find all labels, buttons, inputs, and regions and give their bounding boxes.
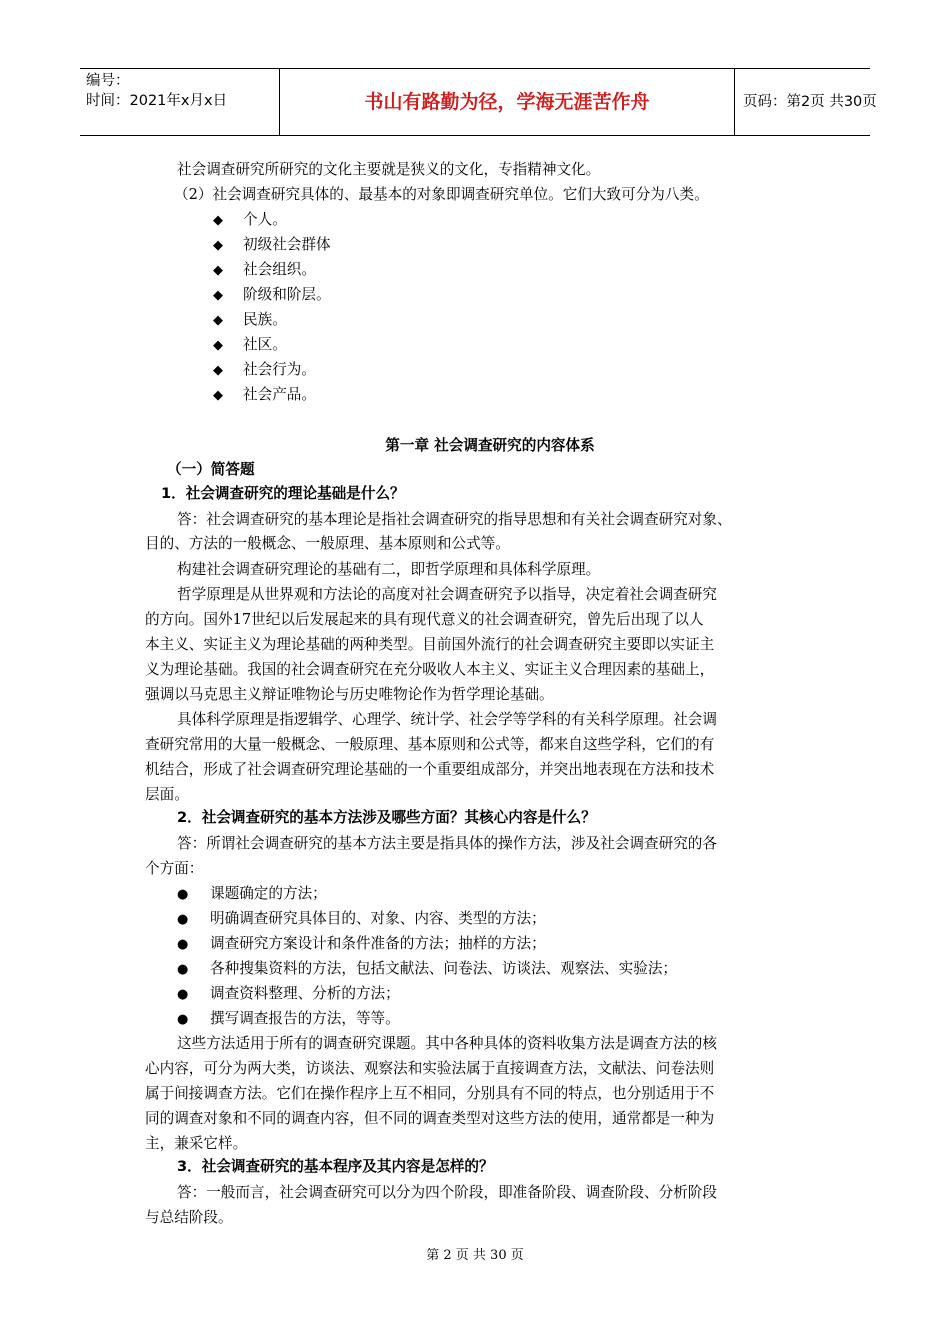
time-label: 时间：2021年x月x日 [86,93,228,109]
paragraph-line: 主，兼采它样。 [145,1135,248,1152]
round-bullet-icon: ● [177,887,189,902]
paragraph: 社会调查研究所研究的文化主要就是狭义的文化，专指精神文化。 [177,161,601,178]
paragraph-line: 机结合，形成了社会调查研究理论基础的一个重要组成部分，并突出地表现在方法和技术 [145,761,715,778]
paragraph-line: 义为理论基础。我国的社会调查研究在充分吸收人本主义、实证主义合理因素的基础上， [145,661,715,678]
list-item: ◆ 个人。 [213,208,287,233]
question-heading: 2．社会调查研究的基本方法涉及哪些方面？其核心内容是什么？ [177,809,596,826]
paragraph-line: 构建社会调查研究理论的基础有二，即哲学原理和具体科学原理。 [177,561,601,578]
paragraph-line: 的方向。国外17世纪以后发展起来的具有现代意义的社会调查研究，曾先后出现了以人 [145,611,704,628]
list-item: ● 调查研究方案设计和条件准备的方法；抽样的方法； [177,932,546,957]
round-bullet-icon: ● [177,962,189,977]
paragraph-line: 个方面： [145,860,204,877]
round-bullet-icon: ● [177,912,189,927]
diamond-bullet-icon: ◆ [213,338,223,353]
page-header [80,68,877,136]
paragraph-line: 属于间接调查方法。它们在操作程序上互不相同，分别具有不同的特点，也分别适用于不 [145,1085,715,1102]
list-item: ◆ 初级社会群体 [213,233,331,258]
paragraph-line: 本主义、实证主义为理论基础的两种类型。目前国外流行的社会调查研究主要即以实证主 [145,636,715,653]
diamond-bullet-icon: ◆ [213,288,223,303]
question-heading: 1．社会调查研究的理论基础是什么？ [161,485,405,502]
chapter-title: 第一章 社会调查研究的内容体系 [385,437,595,454]
paragraph-line: 心内容，可分为两大类，访谈法、观察法和实验法属于直接调查方法，文献法、问卷法则 [145,1060,715,1077]
paragraph-line: 哲学原理是从世界观和方法论的高度对社会调查研究予以指导，决定着社会调查研究 [177,586,717,603]
paragraph-line: 具体科学原理是指逻辑学、心理学、统计学、社会学等学科的有关科学原理。社会调 [177,711,717,728]
list-item: ◆ 社会产品。 [213,383,316,408]
list-item: ● 各种搜集资料的方法，包括文献法、问卷法、访谈法、观察法、实验法； [177,957,677,982]
diamond-bullet-icon: ◆ [213,263,223,278]
paragraph-line: 答：一般而言，社会调查研究可以分为四个阶段，即准备阶段、调查阶段、分析阶段 [177,1184,717,1201]
diamond-bullet-icon: ◆ [213,238,223,253]
list-item: ◆ 社会组织。 [213,258,316,283]
paragraph-line: 强调以马克思主义辩证唯物论与历史唯物论作为哲学理论基础。 [145,686,554,703]
list-item: ● 明确调查研究具体目的、对象、内容、类型的方法； [177,907,546,932]
diamond-bullet-icon: ◆ [213,363,223,378]
list-item: ◆ 阶级和阶层。 [213,283,331,308]
number-label: 编号： [86,73,130,89]
round-bullet-icon: ● [177,937,189,952]
round-bullet-icon: ● [177,1012,189,1027]
paragraph: （2）社会调查研究具体的、最基本的对象即调查研究单位。它们大致可分为八类。 [174,186,709,203]
list-item: ● 调查资料整理、分析的方法； [177,982,400,1007]
paragraph-line: 与总结阶段。 [145,1209,233,1226]
question-heading: 3．社会调查研究的基本程序及其内容是怎样的？ [177,1158,494,1175]
diamond-bullet-icon: ◆ [213,213,223,228]
round-bullet-icon: ● [177,987,189,1002]
diamond-bullet-icon: ◆ [213,313,223,328]
page-footer: 第 2 页 共 30 页 [426,1248,524,1263]
header-page-info: 页码：第2页 共30页 [743,94,877,110]
list-item: ● 撰写调查报告的方法，等等。 [177,1007,400,1032]
list-item: ◆ 民族。 [213,308,287,333]
paragraph-line: 同的调查对象和不同的调查内容，但不同的调查类型对这些方法的使用，通常都是一种为 [145,1110,715,1127]
paragraph-line: 目的、方法的一般概念、一般原理、基本原则和公式等。 [145,535,510,552]
paragraph-line: 层面。 [145,786,189,803]
header-meta [80,69,280,135]
paragraph-line: 答：社会调查研究的基本理论是指社会调查研究的指导思想和有关社会调查研究对象、 [177,511,732,528]
list-item: ◆ 社会行为。 [213,358,316,383]
header-motto: 书山有路勤为径，学海无涯苦作舟 [280,69,735,135]
diamond-bullet-icon: ◆ [213,388,223,403]
list-item: ● 课题确定的方法； [177,882,327,907]
section-heading: （一）简答题 [167,461,255,478]
list-item: ◆ 社区。 [213,333,287,358]
paragraph-line: 查研究常用的大量一般概念、一般原理、基本原则和公式等，都来自这些学科，它们的有 [145,736,715,753]
paragraph-line: 答：所谓社会调查研究的基本方法主要是指具体的操作方法，涉及社会调查研究的各 [177,835,717,852]
paragraph-line: 这些方法适用于所有的调查研究课题。其中各种具体的资料收集方法是调查方法的核 [177,1035,717,1052]
